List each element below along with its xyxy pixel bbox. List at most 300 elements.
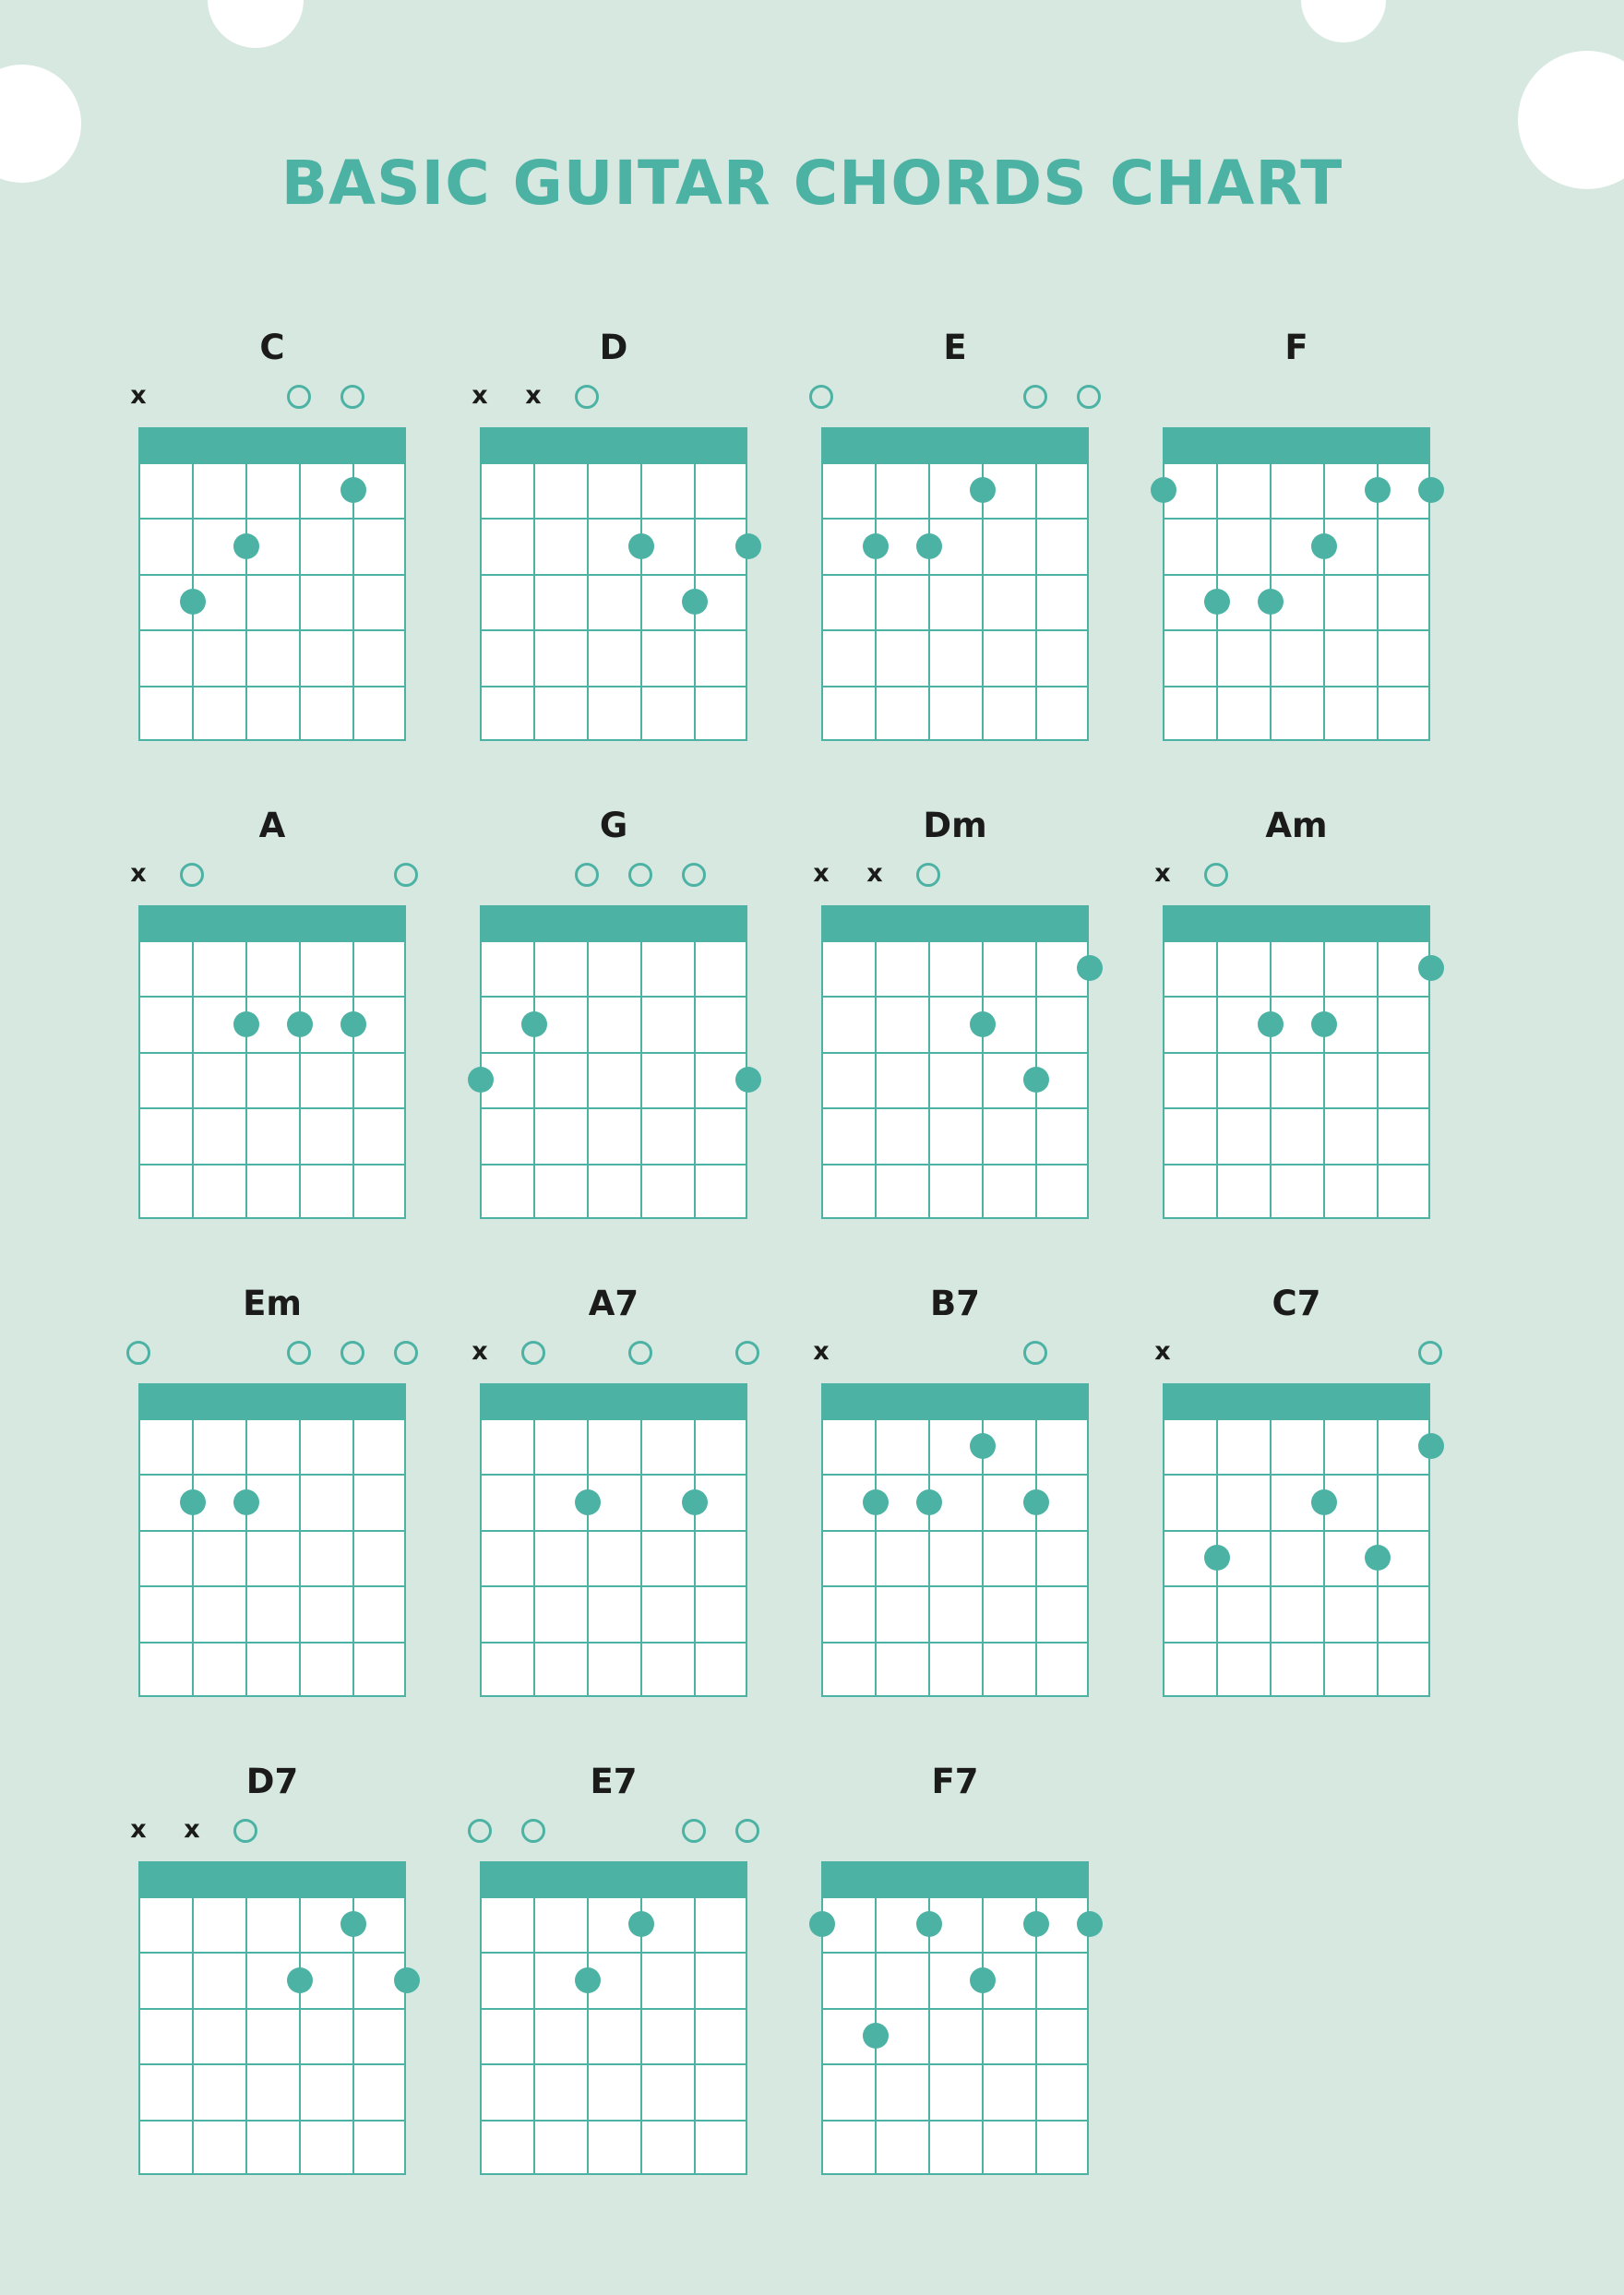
fret-line bbox=[821, 1642, 1089, 1644]
string-line bbox=[587, 1418, 589, 1697]
fret-line bbox=[138, 518, 406, 520]
open-string-marker bbox=[575, 385, 599, 409]
chord-name: F7 bbox=[931, 1762, 979, 1801]
fret-line bbox=[821, 1164, 1089, 1165]
chord-name: Am bbox=[1265, 806, 1328, 845]
chord-diagram bbox=[138, 1284, 480, 1762]
string-line bbox=[875, 462, 877, 741]
string-line bbox=[1428, 940, 1430, 1219]
finger-dot bbox=[233, 1011, 259, 1037]
finger-dot bbox=[180, 1489, 206, 1515]
fret-line bbox=[1163, 1164, 1430, 1165]
string-line bbox=[587, 462, 589, 741]
fret-line bbox=[1163, 1530, 1430, 1532]
open-string-marker bbox=[468, 1819, 492, 1843]
open-string-marker bbox=[394, 1341, 418, 1365]
string-markers bbox=[813, 859, 1089, 896]
nut bbox=[138, 1383, 406, 1418]
open-string-marker bbox=[287, 385, 311, 409]
chord-name: E7 bbox=[590, 1762, 638, 1801]
open-string-marker bbox=[233, 1819, 257, 1843]
fret-line bbox=[1163, 996, 1430, 998]
string-line bbox=[821, 1896, 823, 2175]
fret-line bbox=[1163, 1642, 1430, 1644]
string-line bbox=[640, 940, 642, 1219]
chord-name: D7 bbox=[245, 1762, 299, 1801]
string-markers bbox=[138, 1337, 406, 1374]
open-string-marker bbox=[628, 1341, 652, 1365]
fret-grid bbox=[1163, 940, 1430, 1219]
string-line bbox=[694, 1418, 696, 1697]
muted-string-marker: x bbox=[813, 859, 830, 888]
string-line bbox=[928, 940, 930, 1219]
fret-line bbox=[480, 996, 747, 998]
string-line bbox=[299, 940, 301, 1219]
fret-line bbox=[1163, 739, 1430, 741]
chord-diagram bbox=[1163, 328, 1504, 806]
nut bbox=[821, 1383, 1089, 1418]
finger-dot bbox=[1023, 1489, 1049, 1515]
fret-line bbox=[138, 1474, 406, 1476]
string-line bbox=[533, 1896, 535, 2175]
string-line bbox=[299, 1896, 301, 2175]
finger-dot bbox=[628, 1911, 654, 1937]
open-string-marker bbox=[1023, 385, 1047, 409]
fret-line bbox=[480, 940, 747, 942]
fret-line bbox=[480, 1952, 747, 1954]
fret-line bbox=[138, 1530, 406, 1532]
finger-dot bbox=[735, 533, 761, 559]
fretboard bbox=[1163, 1383, 1430, 1697]
open-string-marker bbox=[682, 1819, 706, 1843]
finger-dot bbox=[916, 533, 942, 559]
fret-line bbox=[138, 2063, 406, 2065]
fret-line bbox=[480, 1474, 747, 1476]
chord-name: E bbox=[943, 328, 967, 367]
fret-line bbox=[821, 629, 1089, 631]
fretboard bbox=[480, 1383, 747, 1697]
fret-line bbox=[1163, 518, 1430, 520]
open-string-marker bbox=[340, 1341, 364, 1365]
fret-line bbox=[480, 1530, 747, 1532]
string-markers bbox=[480, 859, 747, 896]
string-line bbox=[928, 462, 930, 741]
chord-diagram bbox=[480, 806, 821, 1284]
string-line bbox=[352, 462, 354, 741]
open-string-marker bbox=[126, 1341, 150, 1365]
string-line bbox=[404, 462, 406, 741]
string-line bbox=[928, 1418, 930, 1697]
chord-diagram bbox=[813, 806, 1163, 1284]
finger-dot bbox=[287, 1011, 313, 1037]
finger-dot bbox=[970, 477, 996, 503]
string-line bbox=[587, 1896, 589, 2175]
fret-line bbox=[138, 1896, 406, 1898]
chord-diagram bbox=[821, 328, 1163, 806]
fret-line bbox=[138, 1952, 406, 1954]
string-line bbox=[982, 1418, 984, 1697]
fret-line bbox=[1163, 686, 1430, 687]
string-line bbox=[404, 940, 406, 1219]
fret-line bbox=[1163, 1217, 1430, 1219]
fret-line bbox=[138, 1585, 406, 1587]
nut bbox=[480, 905, 747, 940]
fret-line bbox=[138, 2120, 406, 2122]
open-string-marker bbox=[340, 385, 364, 409]
string-line bbox=[928, 1896, 930, 2175]
fret-line bbox=[480, 1896, 747, 1898]
nut bbox=[138, 427, 406, 462]
page-title: BASIC GUITAR CHORDS CHART bbox=[281, 148, 1343, 219]
chord-diagram bbox=[130, 1762, 480, 2240]
string-markers bbox=[813, 1337, 1089, 1374]
fret-grid bbox=[821, 462, 1089, 741]
fret-line bbox=[138, 996, 406, 998]
string-line bbox=[875, 940, 877, 1219]
fret-line bbox=[1163, 1052, 1430, 1054]
muted-string-marker: x bbox=[130, 381, 147, 410]
fret-line bbox=[1163, 940, 1430, 942]
chord-name: A7 bbox=[588, 1284, 639, 1323]
fret-line bbox=[138, 1164, 406, 1165]
fretboard bbox=[138, 427, 406, 741]
string-line bbox=[982, 940, 984, 1219]
finger-dot bbox=[1258, 589, 1284, 615]
fret-line bbox=[480, 1695, 747, 1697]
chord-name: C bbox=[259, 328, 285, 367]
string-line bbox=[245, 1896, 247, 2175]
finger-dot bbox=[340, 477, 366, 503]
string-line bbox=[533, 1418, 535, 1697]
finger-dot bbox=[1077, 955, 1103, 981]
fret-line bbox=[138, 739, 406, 741]
decorative-circle bbox=[1301, 0, 1386, 42]
fret-line bbox=[138, 462, 406, 464]
fret-line bbox=[480, 2120, 747, 2122]
fretboard bbox=[1163, 427, 1430, 741]
finger-dot bbox=[863, 1489, 889, 1515]
nut bbox=[480, 1383, 747, 1418]
nut bbox=[1163, 905, 1430, 940]
string-line bbox=[138, 1896, 140, 2175]
fret-line bbox=[138, 2173, 406, 2175]
nut bbox=[821, 427, 1089, 462]
fretboard bbox=[138, 905, 406, 1219]
finger-dot bbox=[916, 1489, 942, 1515]
fret-line bbox=[138, 1107, 406, 1109]
finger-dot bbox=[1311, 1489, 1337, 1515]
finger-dot bbox=[468, 1067, 494, 1093]
fret-line bbox=[821, 1952, 1089, 1954]
chord-diagram bbox=[1154, 1284, 1504, 1762]
finger-dot bbox=[863, 2023, 889, 2049]
string-markers bbox=[1154, 1337, 1430, 1374]
nut bbox=[480, 427, 747, 462]
string-line bbox=[1163, 1418, 1164, 1697]
fret-line bbox=[821, 574, 1089, 576]
muted-string-marker: x bbox=[184, 1815, 200, 1844]
finger-dot bbox=[394, 1967, 420, 1993]
fret-line bbox=[138, 1642, 406, 1644]
finger-dot bbox=[1023, 1911, 1049, 1937]
finger-dot bbox=[1418, 955, 1444, 981]
string-markers bbox=[130, 381, 406, 418]
nut bbox=[1163, 427, 1430, 462]
finger-dot bbox=[233, 533, 259, 559]
fret-grid bbox=[138, 1418, 406, 1697]
string-markers bbox=[130, 859, 406, 896]
fret-line bbox=[1163, 1695, 1430, 1697]
string-markers bbox=[1154, 859, 1430, 896]
fret-line bbox=[1163, 1474, 1430, 1476]
string-line bbox=[1087, 1896, 1089, 2175]
finger-dot bbox=[1077, 1911, 1103, 1937]
chord-name: Em bbox=[243, 1284, 302, 1323]
fret-line bbox=[480, 574, 747, 576]
finger-dot bbox=[575, 1489, 601, 1515]
nut bbox=[138, 905, 406, 940]
fret-line bbox=[480, 1217, 747, 1219]
muted-string-marker: x bbox=[866, 859, 883, 888]
fret-line bbox=[821, 518, 1089, 520]
string-markers bbox=[480, 1815, 747, 1852]
fret-line bbox=[821, 1896, 1089, 1898]
string-line bbox=[746, 462, 747, 741]
fretboard bbox=[821, 427, 1089, 741]
open-string-marker bbox=[735, 1819, 759, 1843]
fret-grid bbox=[821, 1418, 1089, 1697]
open-string-marker bbox=[1023, 1341, 1047, 1365]
string-line bbox=[982, 1896, 984, 2175]
fret-line bbox=[480, 739, 747, 741]
chord-name: D bbox=[599, 328, 628, 367]
fret-grid bbox=[821, 940, 1089, 1219]
string-line bbox=[694, 940, 696, 1219]
fretboard bbox=[821, 905, 1089, 1219]
string-line bbox=[746, 1418, 747, 1697]
finger-dot bbox=[1365, 1545, 1391, 1571]
nut bbox=[1163, 1383, 1430, 1418]
fret-line bbox=[1163, 462, 1430, 464]
string-line bbox=[1428, 462, 1430, 741]
muted-string-marker: x bbox=[525, 381, 542, 410]
fret-line bbox=[821, 1052, 1089, 1054]
fret-line bbox=[480, 2173, 747, 2175]
fret-line bbox=[821, 462, 1089, 464]
string-line bbox=[1087, 940, 1089, 1219]
fret-grid bbox=[821, 1896, 1089, 2175]
open-string-marker bbox=[521, 1341, 545, 1365]
fretboard bbox=[1163, 905, 1430, 1219]
string-line bbox=[587, 940, 589, 1219]
chord-diagram bbox=[130, 328, 480, 806]
open-string-marker bbox=[394, 863, 418, 887]
fret-line bbox=[1163, 574, 1430, 576]
chord-name: Dm bbox=[923, 806, 987, 845]
fret-line bbox=[480, 2063, 747, 2065]
string-line bbox=[404, 1418, 406, 1697]
muted-string-marker: x bbox=[130, 1815, 147, 1844]
chord-diagram bbox=[130, 806, 480, 1284]
muted-string-marker: x bbox=[1154, 1337, 1171, 1366]
fret-line bbox=[138, 574, 406, 576]
fretboard bbox=[821, 1383, 1089, 1697]
open-string-marker bbox=[628, 863, 652, 887]
fret-grid bbox=[480, 940, 747, 1219]
finger-dot bbox=[970, 1433, 996, 1459]
open-string-marker bbox=[1204, 863, 1228, 887]
open-string-marker bbox=[916, 863, 940, 887]
open-string-marker bbox=[682, 863, 706, 887]
fret-line bbox=[821, 2008, 1089, 2010]
finger-dot bbox=[233, 1489, 259, 1515]
finger-dot bbox=[340, 1011, 366, 1037]
open-string-marker bbox=[287, 1341, 311, 1365]
chord-name: G bbox=[599, 806, 628, 845]
string-line bbox=[1163, 462, 1164, 741]
finger-dot bbox=[1418, 477, 1444, 503]
string-line bbox=[640, 1418, 642, 1697]
open-string-marker bbox=[809, 385, 833, 409]
string-line bbox=[1216, 940, 1218, 1219]
string-line bbox=[1163, 940, 1164, 1219]
string-line bbox=[352, 1896, 354, 2175]
fret-grid bbox=[138, 940, 406, 1219]
string-line bbox=[299, 1418, 301, 1697]
muted-string-marker: x bbox=[1154, 859, 1171, 888]
fret-line bbox=[821, 686, 1089, 687]
string-line bbox=[138, 462, 140, 741]
string-line bbox=[1323, 462, 1325, 741]
fret-line bbox=[821, 2063, 1089, 2065]
fret-line bbox=[821, 2173, 1089, 2175]
string-line bbox=[821, 462, 823, 741]
string-markers bbox=[1163, 381, 1430, 418]
chord-diagram bbox=[813, 1284, 1163, 1762]
string-line bbox=[352, 940, 354, 1219]
fret-line bbox=[821, 1474, 1089, 1476]
fret-line bbox=[1163, 1585, 1430, 1587]
string-line bbox=[245, 940, 247, 1219]
string-line bbox=[821, 940, 823, 1219]
finger-dot bbox=[809, 1911, 835, 1937]
fret-line bbox=[480, 518, 747, 520]
open-string-marker bbox=[1418, 1341, 1442, 1365]
fret-grid bbox=[138, 462, 406, 741]
fret-line bbox=[480, 2008, 747, 2010]
finger-dot bbox=[970, 1967, 996, 1993]
string-line bbox=[1087, 462, 1089, 741]
fret-line bbox=[821, 739, 1089, 741]
nut bbox=[821, 905, 1089, 940]
chord-name: B7 bbox=[930, 1284, 980, 1323]
fret-grid bbox=[1163, 462, 1430, 741]
string-line bbox=[480, 462, 482, 741]
fret-grid bbox=[1163, 1418, 1430, 1697]
fret-line bbox=[1163, 1418, 1430, 1420]
string-line bbox=[821, 1418, 823, 1697]
muted-string-marker: x bbox=[813, 1337, 830, 1366]
fret-grid bbox=[138, 1896, 406, 2175]
fret-line bbox=[138, 940, 406, 942]
string-markers bbox=[472, 381, 747, 418]
fretboard bbox=[480, 1861, 747, 2175]
chord-diagram bbox=[821, 1762, 1163, 2240]
open-string-marker bbox=[575, 863, 599, 887]
muted-string-marker: x bbox=[130, 859, 147, 888]
string-line bbox=[192, 1418, 194, 1697]
string-line bbox=[1323, 1418, 1325, 1697]
fret-line bbox=[480, 1642, 747, 1644]
finger-dot bbox=[287, 1967, 313, 1993]
fret-line bbox=[821, 1695, 1089, 1697]
finger-dot bbox=[863, 533, 889, 559]
finger-dot bbox=[340, 1911, 366, 1937]
fret-line bbox=[480, 1164, 747, 1165]
fret-line bbox=[138, 2008, 406, 2010]
chord-diagram bbox=[472, 328, 821, 806]
finger-dot bbox=[1418, 1433, 1444, 1459]
fret-line bbox=[821, 1418, 1089, 1420]
open-string-marker bbox=[521, 1819, 545, 1843]
open-string-marker bbox=[735, 1341, 759, 1365]
string-line bbox=[192, 1896, 194, 2175]
string-markers bbox=[821, 1815, 1089, 1852]
chord-diagram bbox=[1154, 806, 1504, 1284]
muted-string-marker: x bbox=[472, 1337, 488, 1366]
string-line bbox=[694, 1896, 696, 2175]
string-line bbox=[245, 1418, 247, 1697]
open-string-marker bbox=[180, 863, 204, 887]
fret-line bbox=[821, 996, 1089, 998]
finger-dot bbox=[682, 589, 708, 615]
string-line bbox=[1087, 1418, 1089, 1697]
fret-line bbox=[480, 1418, 747, 1420]
finger-dot bbox=[521, 1011, 547, 1037]
fret-line bbox=[821, 1530, 1089, 1532]
nut bbox=[821, 1861, 1089, 1896]
finger-dot bbox=[1023, 1067, 1049, 1093]
string-line bbox=[1377, 462, 1379, 741]
finger-dot bbox=[1311, 1011, 1337, 1037]
fret-line bbox=[138, 1217, 406, 1219]
finger-dot bbox=[970, 1011, 996, 1037]
string-line bbox=[299, 462, 301, 741]
finger-dot bbox=[1151, 477, 1176, 503]
fret-line bbox=[821, 1107, 1089, 1109]
finger-dot bbox=[1365, 477, 1391, 503]
finger-dot bbox=[1311, 533, 1337, 559]
string-line bbox=[1035, 1896, 1037, 2175]
fret-grid bbox=[480, 1418, 747, 1697]
fret-grid bbox=[480, 462, 747, 741]
fret-line bbox=[138, 1418, 406, 1420]
fretboard bbox=[138, 1383, 406, 1697]
finger-dot bbox=[180, 589, 206, 615]
string-line bbox=[1377, 940, 1379, 1219]
string-line bbox=[245, 462, 247, 741]
string-line bbox=[192, 940, 194, 1219]
chord-name: C7 bbox=[1272, 1284, 1321, 1323]
string-line bbox=[533, 462, 535, 741]
finger-dot bbox=[628, 533, 654, 559]
finger-dot bbox=[1204, 589, 1230, 615]
string-line bbox=[480, 1418, 482, 1697]
fret-line bbox=[1163, 1107, 1430, 1109]
fret-line bbox=[1163, 629, 1430, 631]
chord-diagram bbox=[480, 1762, 821, 2240]
nut bbox=[480, 1861, 747, 1896]
